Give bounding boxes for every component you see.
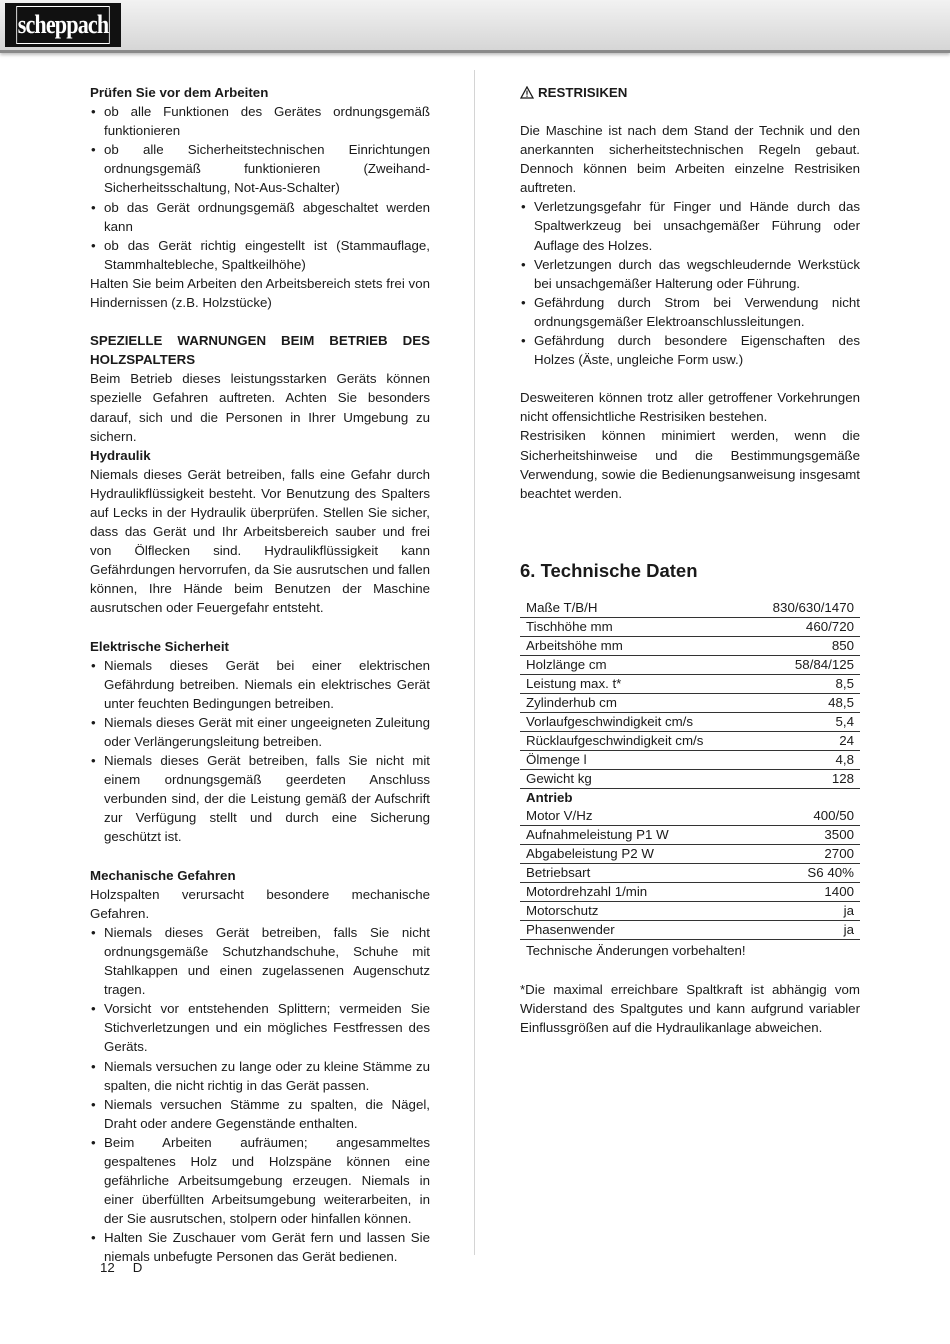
spec-group-row [520, 788, 860, 807]
spec-label: Maße T/B/H [520, 599, 748, 618]
spec-value: ja [748, 920, 860, 939]
table-row [520, 825, 860, 844]
spec-group-label: Antrieb [526, 789, 573, 805]
list-item: • ob alle Funktionen des Gerätes ordnungsgemäß funktionieren [90, 102, 430, 140]
brand-logo-text: scheppach [17, 10, 109, 39]
check-title: Prüfen Sie vor dem Arbeiten [90, 85, 269, 100]
spec-label: Motor V/Hz [520, 807, 748, 826]
spec-label: Zylinderhub cm [520, 693, 748, 712]
list-item: • Verletzungsgefahr für Finger und Hände durch das Spaltwerkzeug bei unsachgemäßer Führung oder Auflage des Holzes. [520, 197, 860, 254]
table-row [520, 693, 860, 712]
spec-table [520, 599, 860, 960]
spec-value: S6 40% [748, 863, 860, 882]
check-list [90, 102, 430, 274]
list-item: • Gefährdung durch Strom bei Verwendung nicht ordnungsgemäßer Elektroanschlussleitungen. [520, 293, 860, 331]
spec-label: Leistung max. t* [520, 674, 748, 693]
spec-label: Tischhöhe mm [520, 617, 748, 636]
spec-label: Abgabeleistung P2 W [520, 844, 748, 863]
special-warnings-title: SPEZIELLE WARNUNGEN BEIM BETRIEB DES HOLZSPALTERS [90, 333, 430, 368]
table-row [520, 901, 860, 920]
page-footer [100, 1258, 142, 1277]
spec-value: ja [748, 901, 860, 920]
spec-label: Vorlaufgeschwindigkeit cm/s [520, 712, 748, 731]
list-item: • Niemals dieses Gerät bei einer elektrischen Gefährdung betreiben. Niemals ein elektrisches Gerät unter feuchten Bedingungen betreiben. [90, 656, 430, 713]
table-row [520, 769, 860, 788]
spec-value: 58/84/125 [748, 655, 860, 674]
spec-value: 5,4 [748, 712, 860, 731]
table-row [520, 731, 860, 750]
left-column [90, 83, 430, 1267]
risk-paragraph-2: Restrisiken können minimiert werden, wenn die Sicherheitshinweise und die Bestimmungsgemäße Verwendung, sowie die Bedienungsanweisung insgesamt beachtet werden. [520, 428, 860, 501]
spec-note: Technische Änderungen vorbehalten! [526, 942, 746, 958]
list-item: • Niemals dieses Gerät mit einer ungeeigneten Zuleitung oder Verlängerungsleitung betreiben. [90, 713, 430, 751]
spec-value: 3500 [748, 825, 860, 844]
table-row [520, 636, 860, 655]
table-row [520, 599, 860, 618]
spec-label: Aufnahmeleistung P1 W [520, 825, 748, 844]
footnote: *Die maximal erreichbare Spaltkraft ist abhängig vom Widerstand des Spaltgutes und kann aufgrund variabler Einflussgrößen auf die Hydraulikanlage abweichen. [520, 981, 860, 1035]
list-item: • ob das Gerät richtig eingestellt ist (Stammauflage, Stammhaltebleche, Spaltkeilhöhe) [90, 236, 430, 274]
elektro-list [90, 656, 430, 847]
column-divider [474, 70, 475, 1255]
warning-triangle-icon [520, 86, 534, 99]
risk-paragraph-1: Desweiteren können trotz aller getroffener Vorkehrungen nicht offensichtliche Restrisiken bestehen. [520, 390, 860, 425]
table-row [520, 674, 860, 693]
spec-label: Betriebsart [520, 863, 748, 882]
spec-label: Rücklaufgeschwindigkeit cm/s [520, 731, 748, 750]
list-item: • ob das Gerät ordnungsgemäß abgeschaltet werden kann [90, 198, 430, 236]
table-row [520, 844, 860, 863]
list-item: • Niemals dieses Gerät betreiben, falls Sie nicht ordnungsgemäße Schutzhandschuhe, Schuhe mit Stahlkappen und einen zugelassenen Augenschutz tragen. [90, 923, 430, 999]
table-row [520, 882, 860, 901]
spec-value: 2700 [748, 844, 860, 863]
risk-intro: Die Maschine ist nach dem Stand der Technik und den anerkannten sicherheitstechnischen Regeln gebaut. Dennoch können beim Arbeiten einzelne Restrisiken auftreten. [520, 123, 860, 196]
spec-value: 24 [748, 731, 860, 750]
table-row [520, 655, 860, 674]
mech-list [90, 923, 430, 1267]
restrisiken-title: RESTRISIKEN [538, 85, 628, 100]
spec-label: Motordrehzahl 1/min [520, 882, 748, 901]
spec-value: 1400 [748, 882, 860, 901]
spec-label: Ölmenge l [520, 750, 748, 769]
list-item: • ob alle Sicherheitstechnischen Einrichtungen ordnungsgemäß funktionieren (Zweihand- Sicherheitsschaltung, Not-Aus-Schalter) [90, 140, 430, 197]
spec-value: 48,5 [748, 693, 860, 712]
table-row [520, 750, 860, 769]
list-item: • Vorsicht vor entstehenden Splittern; vermeiden Sie Stichverletzungen und ein mögliches Festfressen des Geräts. [90, 999, 430, 1056]
list-item: • Verletzungen durch das wegschleudernde Werkstück bei unsachgemäßer Halterung oder Führung. [520, 255, 860, 293]
restrisiken-heading [520, 83, 860, 102]
list-item: • Beim Arbeiten aufräumen; angesammeltes gespaltenes Holz und Holzspäne können eine gefährliche Arbeitsumgebung erzeugen. Niemals in einer überfüllten Arbeitsumgebung weiterarbeiten, in der Sie ausrutschen, stolpern oder hinfallen können. [90, 1133, 430, 1228]
list-item: • Niemals dieses Gerät betreiben, falls Sie nicht mit einem ordnungsgemäß geerdeten Anschluss verbunden sind, der die Leistung gemäß der Aufschrift zur Verfügung stellt und durch eine Sicherung geschützt ist. [90, 751, 430, 846]
special-warnings-text: Beim Betrieb dieses leistungsstarken Geräts können spezielle Gefahren auftreten. Achten Sie besonders darauf, sich und die Personen in Ihrer Umgebung zu sichern. [90, 371, 430, 444]
page-number: 12 [100, 1260, 115, 1275]
spec-value: 400/50 [748, 807, 860, 826]
spec-note-row [520, 939, 860, 960]
elektro-title: Elektrische Sicherheit [90, 638, 229, 654]
right-column [520, 83, 860, 1037]
spec-value: 4,8 [748, 750, 860, 769]
language-code: D [132, 1260, 143, 1275]
hydraulik-text: Niemals dieses Gerät betreiben, falls eine Gefahr durch Hydraulikflüssigkeit besteht. Vor Benutzung des Spalters auf Lecks in der Hydraulik überprüfen. Stellen Sie sicher, dass das Gerät und Ihr Arbeitsbereich sauber und frei von Ölflecken sind. Hydraulikflüssigkeit kann Gefährdungen hervorrufen, da Sie ausrutschen und fallen können, Ihre Hände beim Benutzen der Maschine ausrutschen oder Feuergefahr entsteht. [90, 466, 430, 616]
list-item: • Halten Sie Zuschauer vom Gerät fern und lassen Sie niemals unbefugte Personen das Gerät bedienen. [90, 1228, 430, 1266]
table-row [520, 863, 860, 882]
spec-value: 830/630/1470 [748, 599, 860, 618]
spec-value: 460/720 [748, 617, 860, 636]
spec-label: Arbeitshöhe mm [520, 636, 748, 655]
hydraulik-title: Hydraulik [90, 447, 151, 463]
spec-value: 128 [748, 769, 860, 788]
table-row [520, 712, 860, 731]
mech-text: Holzspalten verursacht besondere mechanische Gefahren. [90, 886, 430, 921]
list-item: • Gefährdung durch besondere Eigenschaften des Holzes (Äste, ungleiche Form usw.) [520, 331, 860, 369]
spec-value: 850 [748, 636, 860, 655]
spec-value: 8,5 [748, 674, 860, 693]
list-item: • Niemals versuchen zu lange oder zu kleine Stämme zu spalten, die nicht richtig in das Gerät passen. [90, 1057, 430, 1095]
table-row [520, 617, 860, 636]
table-row [520, 920, 860, 939]
spec-label: Phasenwender [520, 920, 748, 939]
table-row [520, 807, 860, 826]
brand-logo [5, 3, 121, 47]
mech-title: Mechanische Gefahren [90, 867, 236, 883]
risk-list [520, 197, 860, 369]
header-bar [0, 0, 950, 53]
list-item: • Niemals versuchen Stämme zu spalten, die Nägel, Draht oder andere Gegenstände enthalten. [90, 1095, 430, 1133]
spec-label: Holzlänge cm [520, 655, 748, 674]
spec-label: Motorschutz [520, 901, 748, 920]
spec-label: Gewicht kg [520, 769, 748, 788]
check-after-text: Halten Sie beim Arbeiten den Arbeitsbereich stets frei von Hindernissen (z.B. Holzstücke) [90, 275, 430, 311]
section-title-tech-data: 6. Technische Daten [520, 559, 698, 581]
